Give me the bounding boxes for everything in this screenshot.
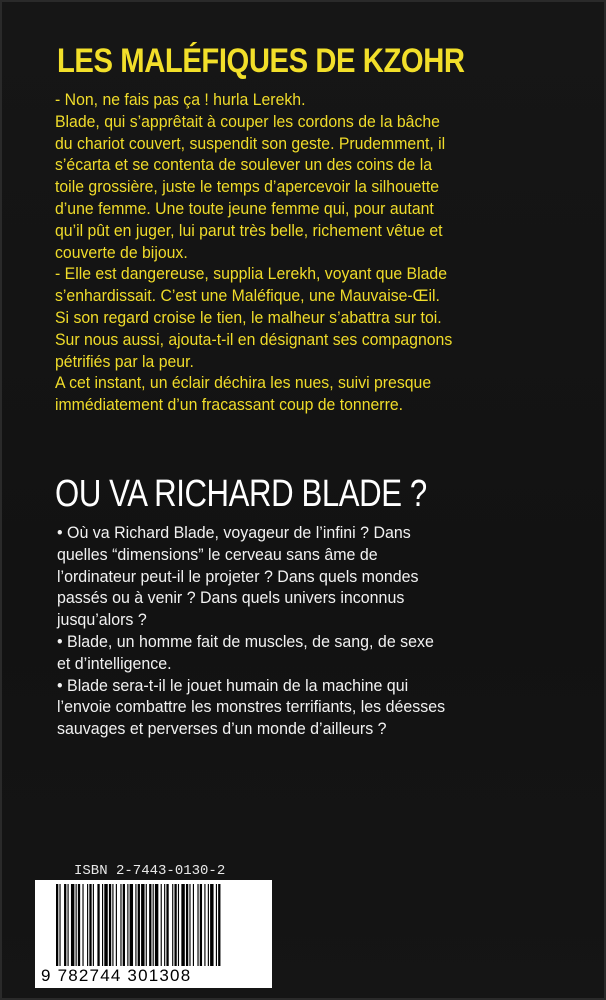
excerpt-line: s’enhardissait. C’est une Maléfique, une Mauvaise-Œil. — [55, 286, 440, 306]
barcode-bar — [161, 884, 162, 966]
blurb-text — [57, 522, 557, 740]
barcode-bar — [216, 884, 217, 966]
barcode-bar — [141, 884, 144, 966]
barcode-bar — [78, 884, 80, 966]
excerpt-title: LES MALÉFIQUES DE KZOHR — [57, 42, 465, 80]
barcode-bar — [200, 884, 202, 966]
barcode-bar — [116, 884, 117, 966]
barcode-bars — [56, 884, 260, 966]
barcode-bar — [109, 884, 111, 966]
excerpt-line: Sur nous aussi, ajouta-t-il en désignant ses compagnons — [55, 329, 453, 349]
barcode-bar — [135, 884, 136, 966]
excerpt-line: couverte de bijoux. — [55, 242, 188, 262]
excerpt-line: A cet instant, un éclair déchira les nues, suivi presque — [55, 373, 432, 393]
barcode-bar — [193, 884, 194, 966]
barcode-bar — [172, 884, 173, 966]
blurb-line: l’ordinateur peut-il le projeter ? Dans quels mondes — [57, 566, 419, 586]
barcode — [35, 880, 272, 988]
barcode-bar — [68, 884, 69, 966]
excerpt-line: s’écarta et se contenta de soulever un des coins de la — [55, 155, 433, 175]
excerpt-text — [55, 89, 555, 416]
barcode-bar — [93, 884, 94, 966]
barcode-bar — [89, 884, 91, 966]
barcode-bar — [178, 884, 179, 966]
blurb-line: passés ou à venir ? Dans quels univers inconnus — [57, 588, 405, 608]
barcode-bar — [208, 884, 209, 966]
barcode-bar — [166, 884, 168, 966]
excerpt-line: toile grossière, juste le temps d’apercevoir la silhouette — [55, 177, 440, 197]
blurb-line: • Blade, un homme fait de muscles, de sang, de sexe — [57, 631, 434, 651]
barcode-bar — [102, 884, 103, 966]
barcode-bar — [153, 884, 154, 966]
barcode-bar — [120, 884, 121, 966]
barcode-bar — [186, 884, 188, 966]
barcode-bar — [64, 884, 66, 966]
barcode-bar — [189, 884, 190, 966]
barcode-bar — [127, 884, 128, 966]
barcode-number: 9 782744 301308 — [41, 966, 192, 985]
barcode-bar — [97, 884, 99, 966]
excerpt-line: Blade, qui s’apprêtait à couper les cordons de la bâche — [55, 111, 440, 131]
barcode-bar — [210, 884, 213, 966]
blurb-line: sauvages et perverses d’un monde d’ailleurs ? — [57, 719, 387, 739]
excerpt-line: d’une femme. Une toute jeune femme qui, pour autant — [55, 198, 434, 218]
barcode-bar — [82, 884, 83, 966]
excerpt-line: - Non, ne fais pas ça ! hurla Lerekh. — [55, 90, 306, 109]
barcode-bar — [59, 884, 60, 966]
excerpt-line: Si son regard croise le tien, le malheur s’abattra sur toi. — [55, 307, 442, 327]
blurb-line: • Blade sera-t-il le jouet humain de la machine qui — [57, 675, 409, 695]
barcode-bar — [155, 884, 158, 966]
barcode-bar — [146, 884, 147, 966]
excerpt-line: du chariot couvert, suspendit son geste. Prudemment, il — [55, 133, 446, 153]
barcode-bar — [174, 884, 176, 966]
blurb-title: OU VA RICHARD BLADE ? — [55, 473, 427, 515]
barcode-bar — [164, 884, 165, 966]
blurb-line: l’envoie combattre les monstres terrifiants, les déesses — [57, 697, 446, 717]
barcode-bar — [87, 884, 88, 966]
isbn-label: ISBN 2-7443-0130-2 — [74, 863, 226, 879]
blurb-line: quelles “dimensions” le cerveau sans âme de — [57, 544, 378, 564]
barcode-bar — [204, 884, 205, 966]
barcode-bar — [76, 884, 77, 966]
excerpt-line: immédiatement d’un fracassant coup de tonnerre. — [55, 395, 404, 415]
barcode-bar — [130, 884, 133, 966]
barcode-bar — [218, 884, 220, 966]
barcode-bar — [123, 884, 125, 966]
excerpt-line: - Elle est dangereuse, supplia Lerekh, voyant que Blade — [55, 264, 447, 284]
blurb-line: jusqu’alors ? — [57, 610, 147, 630]
barcode-bar — [149, 884, 151, 966]
barcode-bar — [181, 884, 184, 966]
barcode-bar — [56, 884, 58, 966]
barcode-bar — [104, 884, 107, 966]
excerpt-line: pétrifiés par la peur. — [55, 351, 194, 371]
excerpt-line: qu’il pût en juger, lui parut très belle, richement vêtue et — [55, 220, 443, 240]
barcode-bar — [197, 884, 198, 966]
barcode-bar — [138, 884, 140, 966]
barcode-bar — [71, 884, 74, 966]
blurb-line: et d’intelligence. — [57, 653, 172, 673]
barcode-bar — [112, 884, 113, 966]
blurb-line: • Où va Richard Blade, voyageur de l’infini ? Dans — [57, 523, 411, 542]
